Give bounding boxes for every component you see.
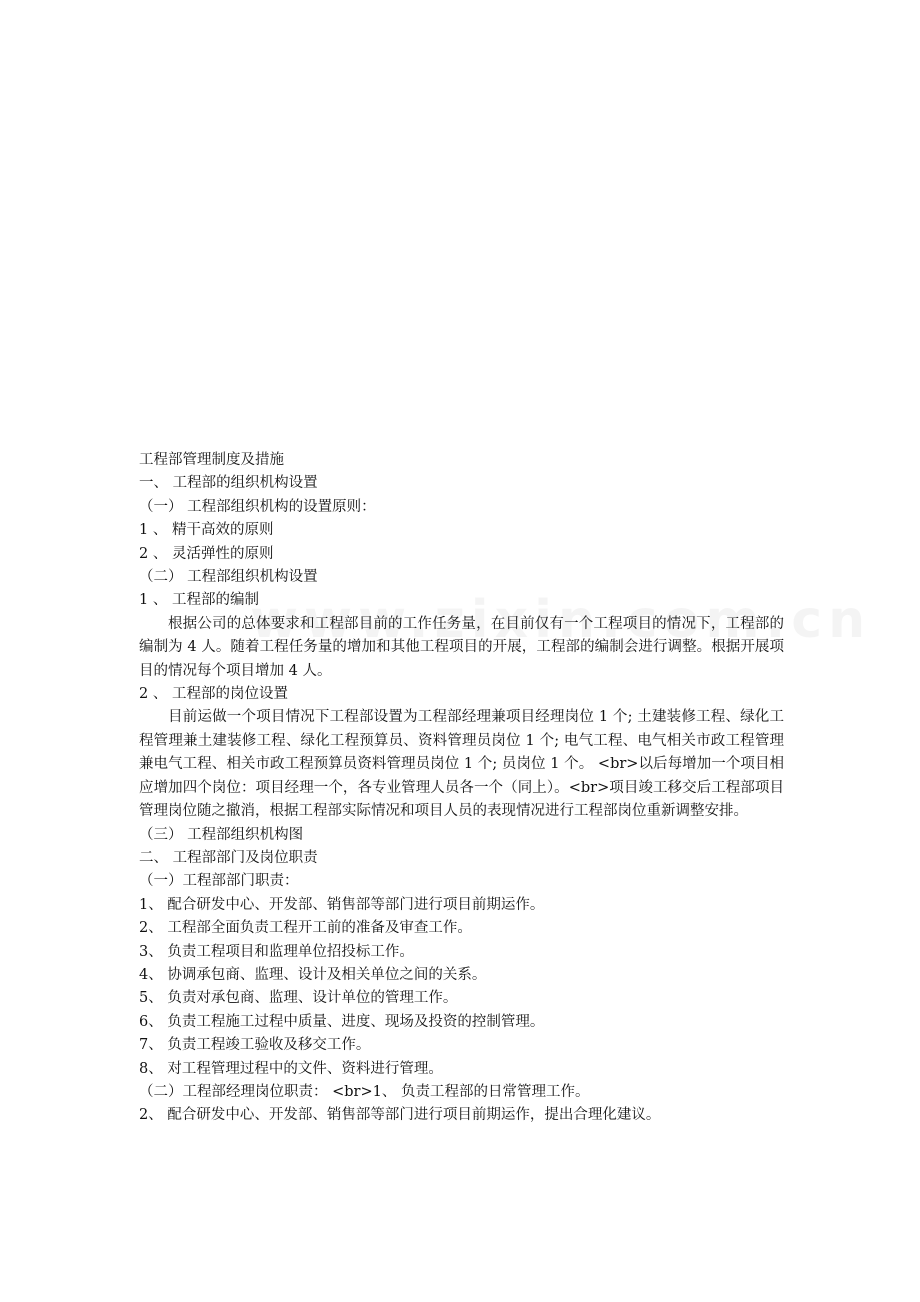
paragraph-staffing: 根据公司的总体要求和工程部目前的工作任务量，在目前仅有一个工程项目的情况下，工程部的编制为 4 人。随着工程任务量的增加和其他工程项目的开展，工程部的编制会进行调整。根据开展项目的情况每个项目增加 4 人。 xyxy=(139,615,784,679)
document-title: 工程部管理制度及措施 xyxy=(139,452,284,468)
list-item: 7、 负责工程竣工验收及移交工作。 xyxy=(139,1037,371,1054)
text-line: （三） 工程部组织机构图 xyxy=(139,826,304,843)
text-line: 1 、 工程部的编制 xyxy=(139,592,259,609)
text-line: （二）工程部经理岗位职责： <br>1、 负责工程部的日常管理工作。 xyxy=(139,1083,590,1100)
text-line: 一、 工程部的组织机构设置 xyxy=(139,475,318,492)
list-item: 8、 对工程管理过程中的文件、资料进行管理。 xyxy=(139,1060,443,1077)
list-item: 6、 负责工程施工过程中质量、进度、现场及投资的控制管理。 xyxy=(139,1013,545,1030)
text-line: 1 、 精干高效的原则 xyxy=(139,522,274,539)
list-item: 2、 工程部全面负责工程开工前的准备及审查工作。 xyxy=(139,920,472,937)
text-line: 2 、 灵活弹性的原则 xyxy=(139,545,274,562)
paragraph-posts: 目前运做一个项目情况下工程部设置为工程部经理兼项目经理岗位 1 个; 土建装修工程、绿化工程管理兼土建装修工程、绿化工程预算员、资料管理员岗位 1 个; 电气工程、电气相关市政工程管理兼电气工程、相关市政工程预算员资料管理员岗位 1 个; 员岗位 1 个。 <br>以后每增加一个项目相应增加四个岗位：项目经理一个，各专业管理人员各一个（同上）。<br>项目竣工移交后工程部项目管理岗位随之撤消，根据工程部实际情况和项目人员的表现情况进行工程部岗位重新调整安排。 xyxy=(139,709,784,820)
document-body xyxy=(139,449,784,1128)
list-item: 1、 配合研发中心、开发部、销售部等部门进行项目前期运作。 xyxy=(139,896,545,913)
list-item: 3、 负责工程项目和监理单位招投标工作。 xyxy=(139,943,414,960)
text-line: 二、 工程部部门及岗位职责 xyxy=(139,849,318,866)
text-line: （二） 工程部组织机构设置 xyxy=(139,569,318,586)
list-item: 4、 协调承包商、监理、设计及相关单位之间的关系。 xyxy=(139,966,487,983)
list-item: 5、 负责对承包商、监理、设计单位的管理工作。 xyxy=(139,990,458,1007)
text-line: （一） 工程部组织机构的设置原则： xyxy=(139,498,376,515)
text-line: 2 、 工程部的岗位设置 xyxy=(139,686,288,703)
text-line: （一）工程部部门职责： xyxy=(139,873,299,890)
list-item: 2、 配合研发中心、开发部、销售部等部门进行项目前期运作，提出合理化建议。 xyxy=(139,1107,661,1124)
